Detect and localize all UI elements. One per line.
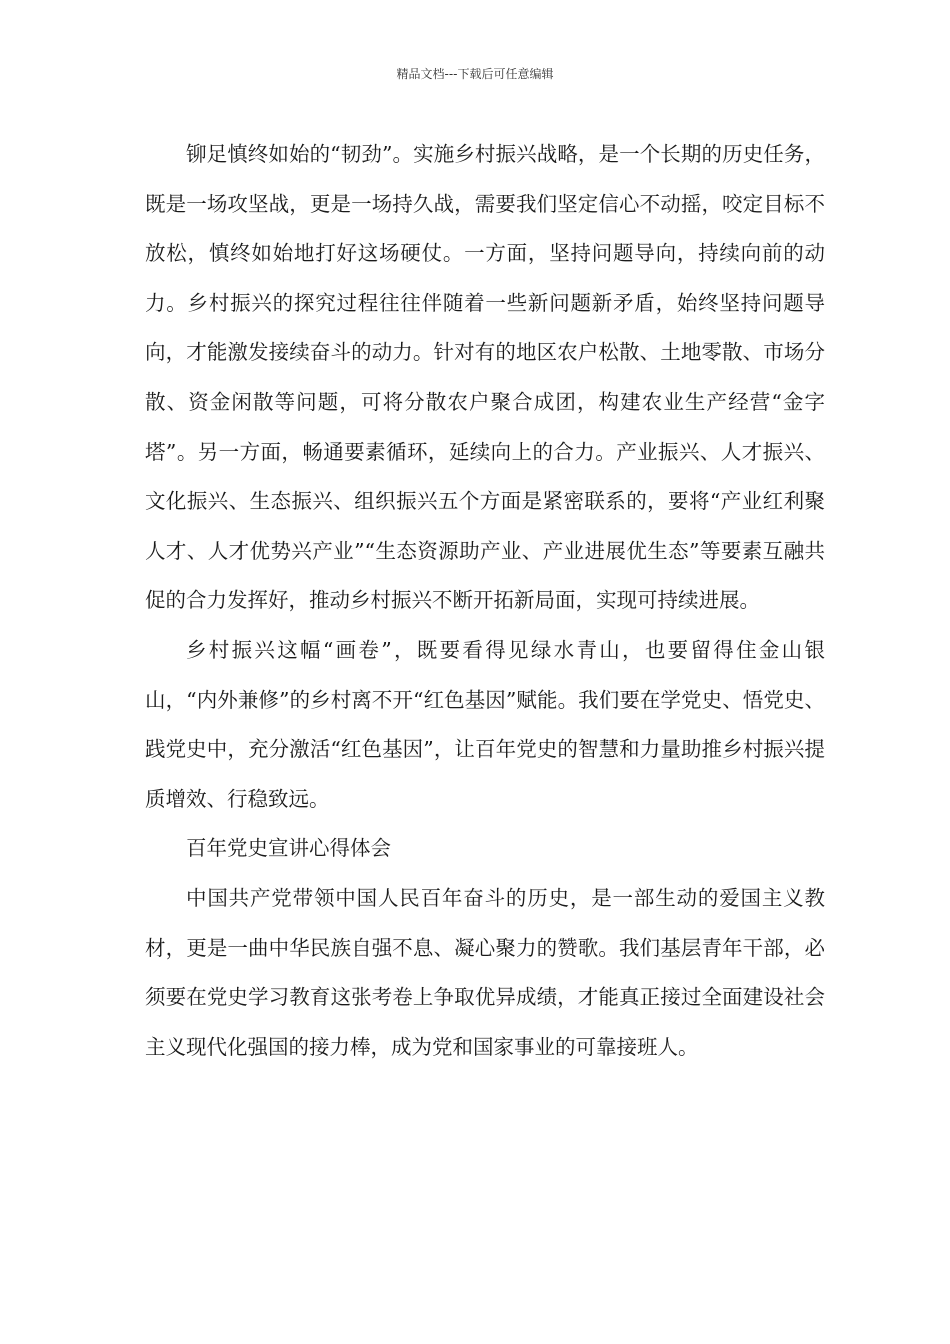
document-body	[145, 130, 825, 1072]
paragraph-perseverance: 铆足慎终如始的“韧劲”。实施乡村振兴战略，是一个长期的历史任务，既是一场攻坚战，更是一场持久战，需要我们坚定信心不动摇，咬定目标不放松，慎终如始地打好这场硬仗。一方面，坚持问题导向，持续向前的动力。乡村振兴的探究过程往往伴随着一些新问题新矛盾，始终坚持问题导向，才能激发接续奋斗的动力。针对有的地区农户松散、土地零散、市场分散、资金闲散等问题，可将分散农户聚合成团，构建农业生产经营“金字塔”。另一方面，畅通要素循环，延续向上的合力。产业振兴、人才振兴、文化振兴、生态振兴、组织振兴五个方面是紧密联系的，要将“产业红利聚人才、人才优势兴产业”“生态资源助产业、产业进展优生态”等要素互融共促的合力发挥好，推动乡村振兴不断开拓新局面，实现可持续进展。	[145, 142, 825, 613]
paragraph-party-history: 中国共产党带领中国人民百年奋斗的历史，是一部生动的爱国主义教材，更是一曲中华民族自强不息、凝心聚力的赞歌。我们基层青年干部，必须要在党史学习教育这张考卷上争取优异成绩，才能真正接过全面建设社会主义现代化强国的接力棒，成为党和国家事业的可靠接班人。	[145, 885, 825, 1059]
paragraph-rural-scroll: 乡村振兴这幅“画卷”，既要看得见绿水青山，也要留得住金山银山，“内外兼修”的乡村离不开“红色基因”赋能。我们要在学党史、悟党史、践党史中，充分激活“红色基因”，让百年党史的智慧和力量助推乡村振兴提质增效、行稳致远。	[145, 637, 825, 811]
page-header: 精品文档---下载后可任意编辑	[396, 67, 554, 81]
section-heading: 百年党史宣讲心得体会	[186, 836, 391, 861]
